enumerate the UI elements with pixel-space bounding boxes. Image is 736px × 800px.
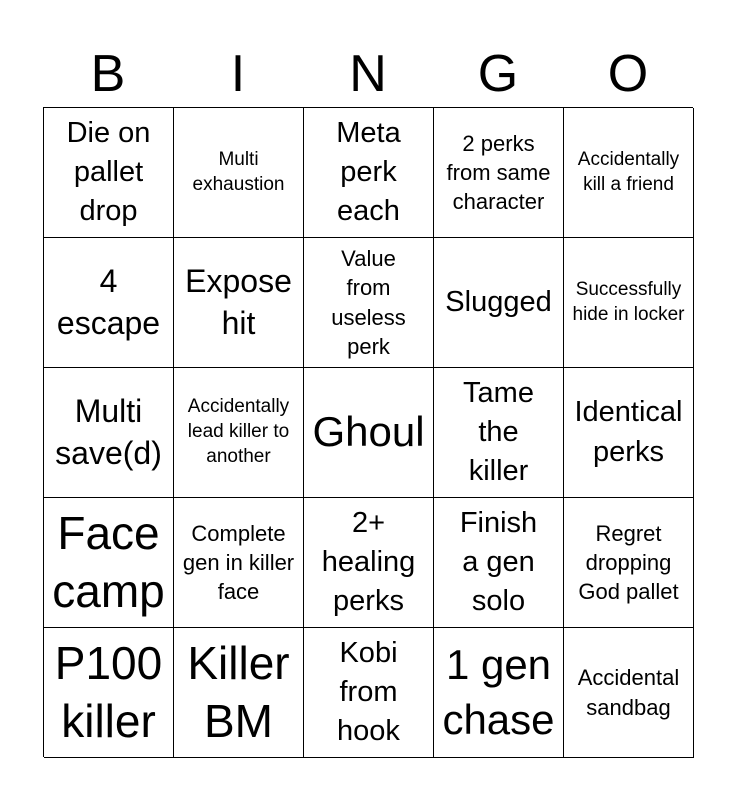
bingo-cell[interactable] [564,238,694,368]
bingo-cell-text: Die on pallet drop [66,116,151,228]
bingo-cell[interactable] [174,368,304,498]
bingo-cell[interactable] [44,628,174,758]
bingo-cell[interactable] [304,238,434,368]
bingo-cell-text: Accidentally kill a friend [577,148,680,195]
bingo-cell-text: P100 killer [54,637,163,747]
bingo-cell-text: Tame the killer [463,376,534,488]
bingo-cell[interactable] [304,368,434,498]
bingo-cell[interactable] [434,108,564,238]
bingo-cell-text: 2 perks from same character [446,130,551,215]
bingo-cell[interactable] [174,238,304,368]
bingo-cell[interactable] [564,368,694,498]
bingo-cell-text: 4 escape [56,262,161,341]
bingo-cell-text: Value from useless perk [331,246,406,359]
bingo-cell[interactable] [44,108,174,238]
bingo-cell-text: Meta perk each [336,116,401,228]
bingo-cell-text: Ghoul [312,408,425,456]
header-letter-i: I [230,45,246,103]
bingo-cell[interactable] [174,108,304,238]
bingo-cell[interactable] [44,368,174,498]
bingo-cell-text: Multi exhaustion [192,148,285,195]
bingo-cell[interactable] [44,498,174,628]
bingo-cell-text: Multi save(d) [55,392,162,471]
bingo-cell[interactable] [304,628,434,758]
bingo-cell[interactable] [564,498,694,628]
bingo-cell[interactable] [434,368,564,498]
bingo-cell-text: Finish a gen solo [459,506,538,618]
bingo-cell[interactable] [174,628,304,758]
bingo-cell-text: Expose hit [185,262,292,341]
header-letter-b: B [90,45,126,103]
bingo-cell[interactable] [434,498,564,628]
bingo-cell-text: 2+ healing perks [321,506,416,618]
bingo-cell-text: Successfully hide in locker [572,278,685,325]
bingo-cell-text: Killer BM [187,637,290,747]
bingo-cell-text: Slugged [445,285,552,318]
bingo-cell[interactable] [174,498,304,628]
bingo-cell-text: Regret dropping God pallet [578,520,679,605]
bingo-cell-text: 1 gen chase [442,640,555,743]
bingo-cell-text: Kobi from hook [337,636,400,748]
header-letter-o: O [607,45,649,103]
bingo-cell[interactable] [434,628,564,758]
bingo-cell-text: Face camp [52,507,165,617]
bingo-cell-text: Complete gen in killer face [182,520,295,605]
bingo-cell[interactable] [44,238,174,368]
bingo-cell-text: Accidentally lead killer to another [187,396,290,467]
bingo-cell[interactable] [564,108,694,238]
bingo-grid [43,107,693,757]
bingo-cell[interactable] [304,108,434,238]
header-letter-g: G [477,45,519,103]
bingo-cell[interactable] [434,238,564,368]
bingo-cell-text: Accidental sandbag [577,665,680,720]
header-letter-n: N [349,45,387,103]
bingo-header [43,40,693,108]
bingo-cell[interactable] [304,498,434,628]
bingo-cell[interactable] [564,628,694,758]
bingo-cell-text: Identical perks [574,396,683,468]
